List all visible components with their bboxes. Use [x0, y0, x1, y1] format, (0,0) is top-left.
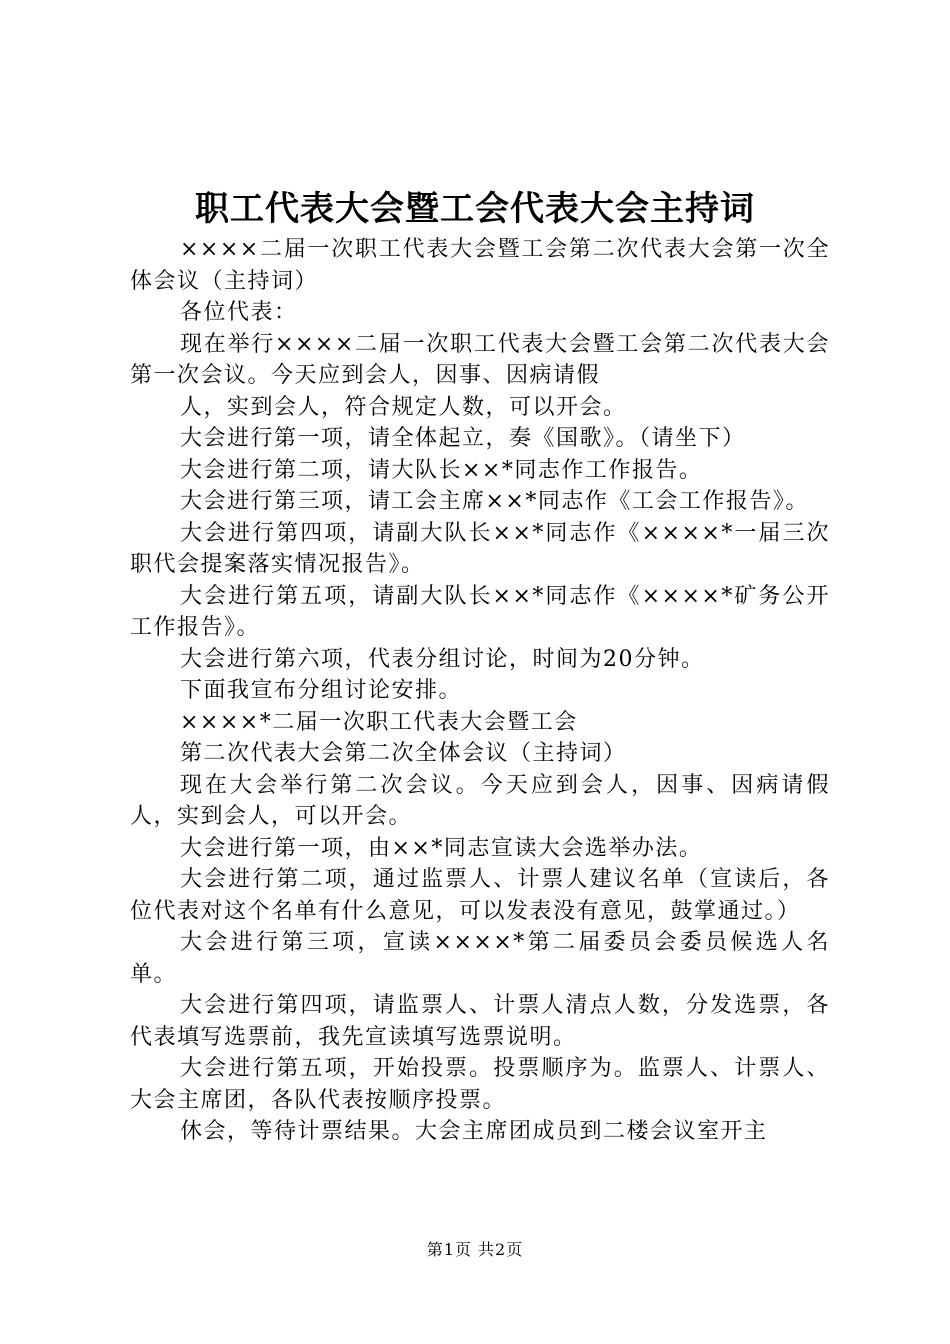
paragraph: ××××*二届一次职工代表大会暨工会 — [180, 709, 578, 735]
paragraph: 大会进行第四项，请副大队长××*同志作《××××*一届三次职代会提案落实情况报告》。 — [130, 520, 830, 577]
paragraph: 大会进行第三项，宣读××××*第二届委员会委员候选人名单。 — [130, 930, 830, 987]
paragraph: 大会进行第四项，请监票人、计票人清点人数，分发选票，各代表填写选票前，我先宣读填写选票说明。 — [130, 993, 830, 1050]
paragraph: 大会进行第二项，请大队长××*同志作工作报告。 — [180, 457, 703, 483]
paragraph: 大会进行第一项，由××*同志宣读大会选举办法。 — [180, 835, 703, 861]
paragraph: 休会，等待计票结果。大会主席团成员到二楼会议室开主 — [180, 1119, 768, 1144]
document-title: 职工代表大会暨工会代表大会主持词 — [195, 189, 755, 229]
page-number-footer: 第1页 共2页 — [426, 1240, 524, 1259]
paragraph: 现在大会举行第二次会议。今天应到会人，因事、因病请假人，实到会人，可以开会。 — [130, 772, 830, 829]
paragraph: ××××二届一次职工代表大会暨工会第二次代表大会第一次全体会议（主持词） — [130, 237, 830, 294]
paragraph: 大会进行第五项，开始投票。投票顺序为。监票人、计票人、大会主席团，各队代表按顺序投票。 — [130, 1056, 830, 1113]
paragraph: 各位代表： — [180, 300, 298, 325]
document-body — [130, 234, 830, 1148]
paragraph: 第二次代表大会第二次全体会议（主持词） — [180, 741, 627, 766]
paragraph: 大会进行第一项，请全体起立，奏《国歌》。（请坐下） — [180, 426, 746, 451]
paragraph: 现在举行××××二届一次职工代表大会暨工会第二次代表大会第一次会议。今天应到会人，因事、因病请假 — [130, 331, 830, 388]
paragraph: 大会进行第六项，代表分组讨论，时间为20分钟。 — [180, 646, 705, 672]
paragraph: 大会进行第二项，通过监票人、计票人建议名单（宣读后，各位代表对这个名单有什么意见，可以发表没有意见，鼓掌通过。） — [130, 867, 830, 924]
paragraph: 大会进行第三项，请工会主席××*同志作《工会工作报告》。 — [180, 489, 809, 514]
paragraph: 下面我宣布分组讨论安排。 — [180, 678, 463, 703]
paragraph: 大会进行第五项，请副大队长××*同志作《××××*矿务公开工作报告》。 — [130, 583, 830, 640]
paragraph: 人，实到会人，符合规定人数，可以开会。 — [180, 394, 627, 420]
